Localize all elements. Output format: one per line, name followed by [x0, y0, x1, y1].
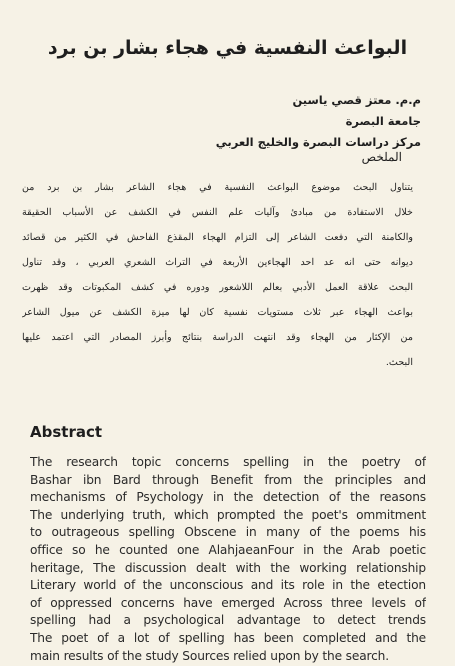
arabic-abstract-body [22, 175, 413, 375]
english-abstract-line: Literary world of the unconscious and its role in the etection [30, 578, 426, 593]
arabic-abstract-line: والكامنة التي دفعت الشاعر إلى التزام الهجاء المقذع الفاحش في الكثير من قصائد [22, 232, 413, 243]
arabic-abstract-line: البحث. [385, 357, 413, 368]
english-abstract-line: The underlying truth, which prompted the poet's ommitment [30, 507, 426, 522]
english-abstract-line: to outrageous spelling Obscene in many of the poems his [30, 525, 426, 540]
english-abstract-body [30, 454, 426, 665]
english-abstract-line: spelling had a psychological advantage to detect trends [30, 613, 426, 628]
english-abstract-line: office so he counted one AlahjaeanFour in the Arab poetic [30, 542, 426, 557]
english-abstract-heading: Abstract [30, 423, 103, 441]
english-abstract-line: mechanisms of Psychology in the detection of the reasons [30, 490, 426, 505]
author-block [181, 90, 421, 153]
arabic-abstract-line: من الإكثار من الهجاء وقد انتهت الدراسة بنتائج وأبرز المصادر التي اعتمد عليها [22, 332, 413, 343]
english-abstract-line: of oppressed concerns have emerged Across three levels of [30, 595, 426, 610]
english-abstract-line: The research topic concerns spelling in the poetry of [30, 455, 426, 469]
english-abstract-line: heritage, The discussion dealt with the working relationship [30, 560, 426, 575]
english-abstract-line: main results of the study Sources relied upon by the search. [30, 648, 389, 663]
author-name: م.م. معتز قصي ياسين [292, 93, 421, 107]
arabic-abstract-heading: الملخص [361, 150, 402, 164]
arabic-abstract-line: البحث علاقة العمل الأدبي بعالم اللاشعور ودوره في كشف المكبوتات وقد ظهرت [22, 282, 413, 293]
paper-title: البواعث النفسية في هجاء بشار بن برد [47, 37, 408, 59]
english-abstract-line: The poet of a lot of spelling has been completed and the [30, 630, 426, 645]
arabic-abstract-line: بواعث الهجاء عبر ثلاث مستويات نفسية كان لها ميزة الكشف عن ميول الشاعر [22, 307, 413, 318]
author-university: جامعة البصرة [345, 114, 421, 128]
english-abstract-line: Bashar ibn Bard through Benefit from the principles and [30, 472, 426, 487]
arabic-abstract-line: خلال الاستفادة من مبادئ وآليات علم النفس في الكشف عن الأسباب الحقيقة [22, 207, 413, 218]
arabic-abstract-line: يتناول البحث موضوع البواعث النفسية في هجاء الشاعر بشار بن برد من [22, 182, 413, 193]
arabic-abstract-line: ديوانه حتى انه عد احد الهجاءين الأربعة في التراث الشعري العربي ، وقد تناول [22, 257, 413, 268]
author-center: مركز دراسات البصرة والخليج العربي [215, 135, 421, 149]
